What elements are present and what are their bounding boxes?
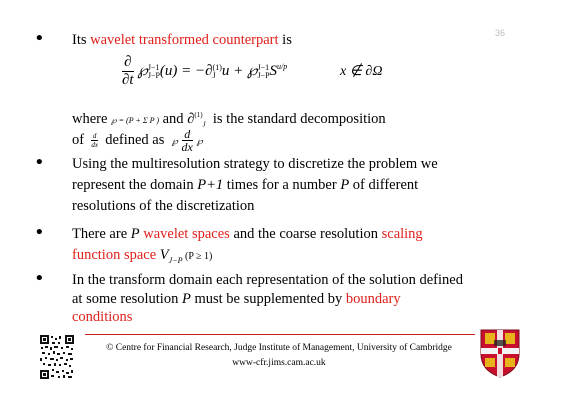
u-term: u + ℘ [221,62,258,79]
bullet-3-line-1 [72,225,423,243]
wp-lhs: ℘ [137,62,148,79]
expr-left: ℘ [171,135,178,146]
bullet-1-suffix: is [278,32,292,48]
b3-l1-b: and the coarse resolution [229,226,382,242]
defined-as: defined as [105,131,165,148]
b4-boundary: boundary [345,291,401,307]
b3-p: P [130,226,140,242]
boundary-condition: x ∉ ∂Ω [340,64,383,79]
bullet-1-highlight: wavelet transformed counterpart [90,32,279,48]
bullet-4-marker: • [34,268,45,289]
where-tail: is the standard decomposition [212,110,386,127]
b3-l1-a: There are [72,226,131,242]
s-exponent: u/p [277,61,288,71]
b4-p: P [181,291,191,307]
bullet-2-line-3: resolutions of the discretization [72,198,255,214]
dx-small: dx [91,141,98,149]
page-marker: 36 [495,28,506,38]
operator-sub: J [202,120,206,129]
b2-l2-a: represent the domain [72,177,198,193]
where-definition: ℘ = (P + Σ P ) [111,115,159,125]
bullet-2-line-1: Using the multiresolution strategy to discretize the problem we [72,156,438,172]
partial-t: ∂t [122,72,134,88]
cambridge-crest-icon [479,328,521,378]
bullet-1-marker: • [34,28,45,49]
b3-v: V [156,247,169,263]
d-sup: (1) [212,62,222,72]
bullet-3-marker: • [34,222,45,243]
main-equation [122,54,287,89]
of-word: of [72,131,85,148]
b2-l2-c: of different [349,177,419,193]
d-dx-small [91,132,98,149]
s-term: S [269,62,278,79]
and-word: and [162,110,184,127]
wp-rhs-sup: J−1 [257,62,270,72]
b3-wavelet-spaces: wavelet spaces [139,226,230,242]
wp-rhs-sub: J−P [257,70,270,80]
d-sub: J [212,70,216,80]
wp-lhs-sub: J−P [147,70,160,80]
b4-l2-a: at some resolution [72,291,182,307]
operator: ∂ [187,110,195,127]
operator-sup: (1) [194,111,203,119]
partial-symbol: ∂ [122,54,134,72]
b3-condition: (P ≥ 1) [182,251,213,262]
b2-l2-b: times for a number [223,177,341,193]
b2-p-plus-1: P+1 [197,177,224,193]
where-word: where [72,110,108,127]
wp-lhs-sup: J−1 [147,62,160,72]
bullet-1-prefix: Its [72,32,91,48]
d-small: d [92,132,97,140]
lhs-argument: (u) = −∂ [159,62,213,79]
b3-v-sub: J−P [168,255,183,265]
footer-url: www-cfr.jims.cam.ac.uk [232,358,326,368]
footer-divider [85,334,475,335]
bullet-1-text [72,31,292,49]
qr-code-icon [39,334,75,380]
dx-large: dx [181,140,193,154]
b3-scaling: scaling [381,226,423,242]
bullet-3-line-2 [72,246,212,270]
bullet-4-line-2 [72,290,401,308]
bullet-4-line-1: In the transform domain each representation of the solution defined [72,272,463,288]
bullet-4-line-3: conditions [72,309,133,325]
bullet-2-line-2 [72,176,418,194]
d-dx-large [182,128,193,153]
expr-right: ℘ [196,135,203,146]
d-large: d [182,128,193,141]
footer-copyright: © Centre for Financial Research, Judge Institute of Management, University of Cambridge [106,343,452,353]
b2-p: P [340,177,350,193]
b4-l2-b: must be supplemented by [190,291,346,307]
b3-function-space: function space [72,247,157,263]
time-derivative [122,54,134,89]
bullet-2-marker: • [34,152,45,173]
of-line [72,128,203,153]
